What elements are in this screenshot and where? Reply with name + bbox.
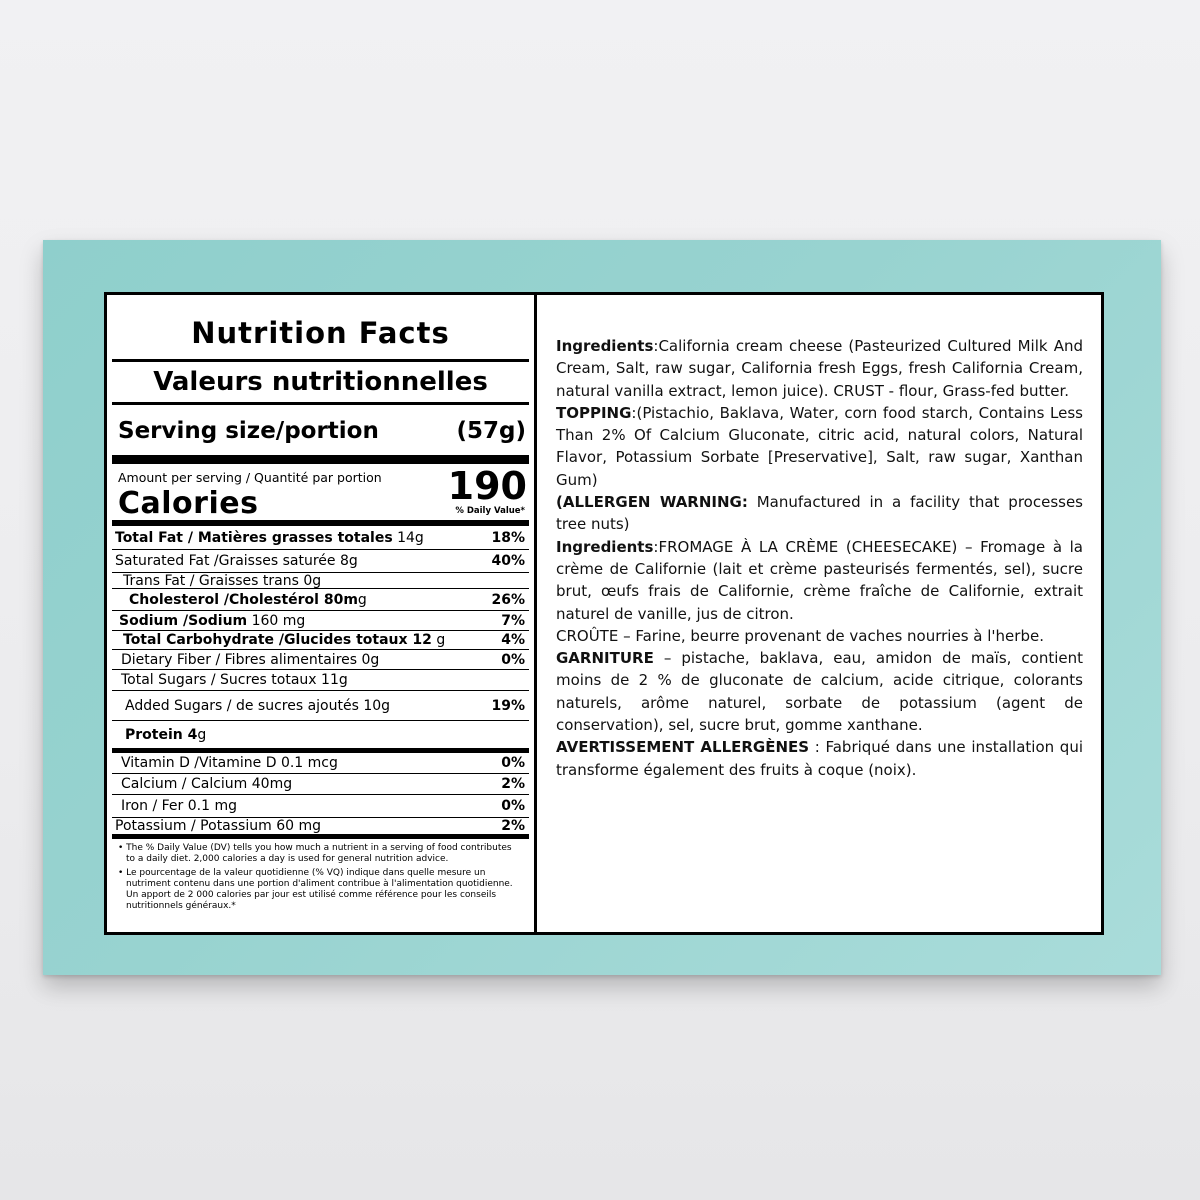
footnotes [112,839,529,912]
nutrient-row [112,691,529,721]
footnote-fr: • Le pourcentage de la valeur quotidienne (% VQ) indique dans quelle mesure un nutriment contenu dans une portion d'aliment contribue à l'alimentation quotidienne. Un apport de 2 000 calories par jour est utilisé comme référence pour les conseils nutritionnels généraux.* [118,868,513,911]
nutrient-daily-value: 0% [501,798,525,814]
nutrient-daily-value: 26% [491,591,525,608]
nutrient-row [112,526,529,550]
calories-block [112,464,529,526]
allergen-warning-fr: AVERTISSEMENT ALLERGÈNES : Fabriqué dans une installation qui transforme également des fruits à coque (noix). [556,738,1084,779]
nutrient-daily-value: 40% [491,553,525,569]
nutrient-row [112,774,529,795]
nutrient-daily-value: 4% [501,632,525,648]
nutrient-label: Trans Fat / Graisses trans 0g [123,572,322,589]
serving-size-row [112,405,529,464]
calories-value: 190 [447,464,527,508]
croute-fr: CROÛTE – Farine, beurre provenant de vaches nourries à l'herbe. [556,626,1044,645]
nutrient-label: Added Sugars / de sucres ajoutés 10g [125,697,391,714]
ingredients-fr: Ingredients:FROMAGE À LA CRÈME (CHEESECAKE) – Fromage à la crème de Californie (lait et crème pasteurisés fermentés, sel), sucre brut, œufs frais de Californie, crème fraîche de Californie, extrait naturel de vanille, jus de citron. [556,537,1083,623]
nutrient-rows [112,526,529,839]
nutrient-daily-value: 18% [491,529,525,546]
serving-label: Serving size/portion [118,418,379,444]
nutrient-row [112,611,529,631]
nutrient-daily-value: 2% [501,776,525,792]
nutrition-title-en: Nutrition Facts [112,295,529,362]
nutrient-label: Protein 4g [125,726,207,743]
nutrient-row [112,573,529,589]
nutrient-row [112,589,529,611]
nutrition-title-fr: Valeurs nutritionnelles [112,362,529,405]
nutrient-label: Calcium / Calcium 40mg [121,776,293,792]
amount-per-serving: Amount per serving / Quantité par portion [118,470,382,485]
nutrient-daily-value: 0% [501,651,525,668]
serving-value: (57g) [456,418,526,444]
nutrient-row [112,631,529,650]
nutrient-label: Sodium /Sodium 160 mg [119,612,306,629]
daily-value-header: % Daily Value* [455,506,525,516]
nutrient-daily-value: 0% [501,755,525,771]
footnote-en: • The % Daily Value (DV) tells you how much a nutrient in a serving of food contributes to a daily diet. 2,000 calories a day is used for general nutrition advice. [118,843,512,864]
nutrient-daily-value: 7% [501,612,525,629]
nutrient-label: Potassium / Potassium 60 mg [115,818,321,834]
nutrition-facts-panel [107,295,537,932]
nutrient-row [112,650,529,670]
ingredients-panel [540,295,1101,932]
nutrient-daily-value: 19% [491,697,525,714]
package-label [104,292,1104,935]
topping-en: TOPPING:(Pistachio, Baklava, Water, corn food starch, Contains Less Than 2% Of Calcium Gluconate, citric acid, natural colors, Natural Flavor, Potassium Sorbate [Preservative], Salt, raw sugar, Xanthan Gum) [556,403,1083,489]
nutrient-row [112,721,529,753]
nutrient-daily-value: 2% [501,818,525,834]
nutrient-label: Total Fat / Matières grasses totales 14g [115,529,424,546]
nutrient-label: Total Sugars / Sucres totaux 11g [121,672,348,688]
nutrient-row [112,753,529,774]
nutrient-label: Vitamin D /Vitamine D 0.1 mcg [121,755,338,771]
nutrient-label: Cholesterol /Cholestérol 80mg [129,591,367,608]
nutrient-label: Dietary Fiber / Fibres alimentaires 0g [121,651,380,668]
nutrient-row [112,795,529,818]
nutrient-label: Saturated Fat /Graisses saturée 8g [115,553,358,569]
calories-label: Calories [118,486,259,521]
nutrient-label: Total Carbohydrate /Glucides totaux 12 g [123,632,446,648]
allergen-warning-en: (ALLERGEN WARNING: Manufactured in a facility that processes tree nuts) [556,493,1083,534]
garniture-fr: GARNITURE – pistache, baklava, eau, amidon de maïs, contient moins de 2 % de gluconate de calcium, acide citrique, colorants naturels, arôme naturel, sorbate de potassium (agent de conservation), sel, sucre brut, gomme xanthane. [556,649,1083,735]
nutrient-label: Iron / Fer 0.1 mg [121,798,237,814]
nutrient-row [112,818,529,839]
ingredients-en: Ingredients:California cream cheese (Pasteurized Cultured Milk And Cream, Salt, raw sugar, California fresh Eggs, fresh California Cream, natural vanilla extract, lemon juice). CRUST - flour, Grass-fed butter. [556,337,1083,400]
nutrient-row [112,550,529,573]
nutrient-row [112,670,529,691]
